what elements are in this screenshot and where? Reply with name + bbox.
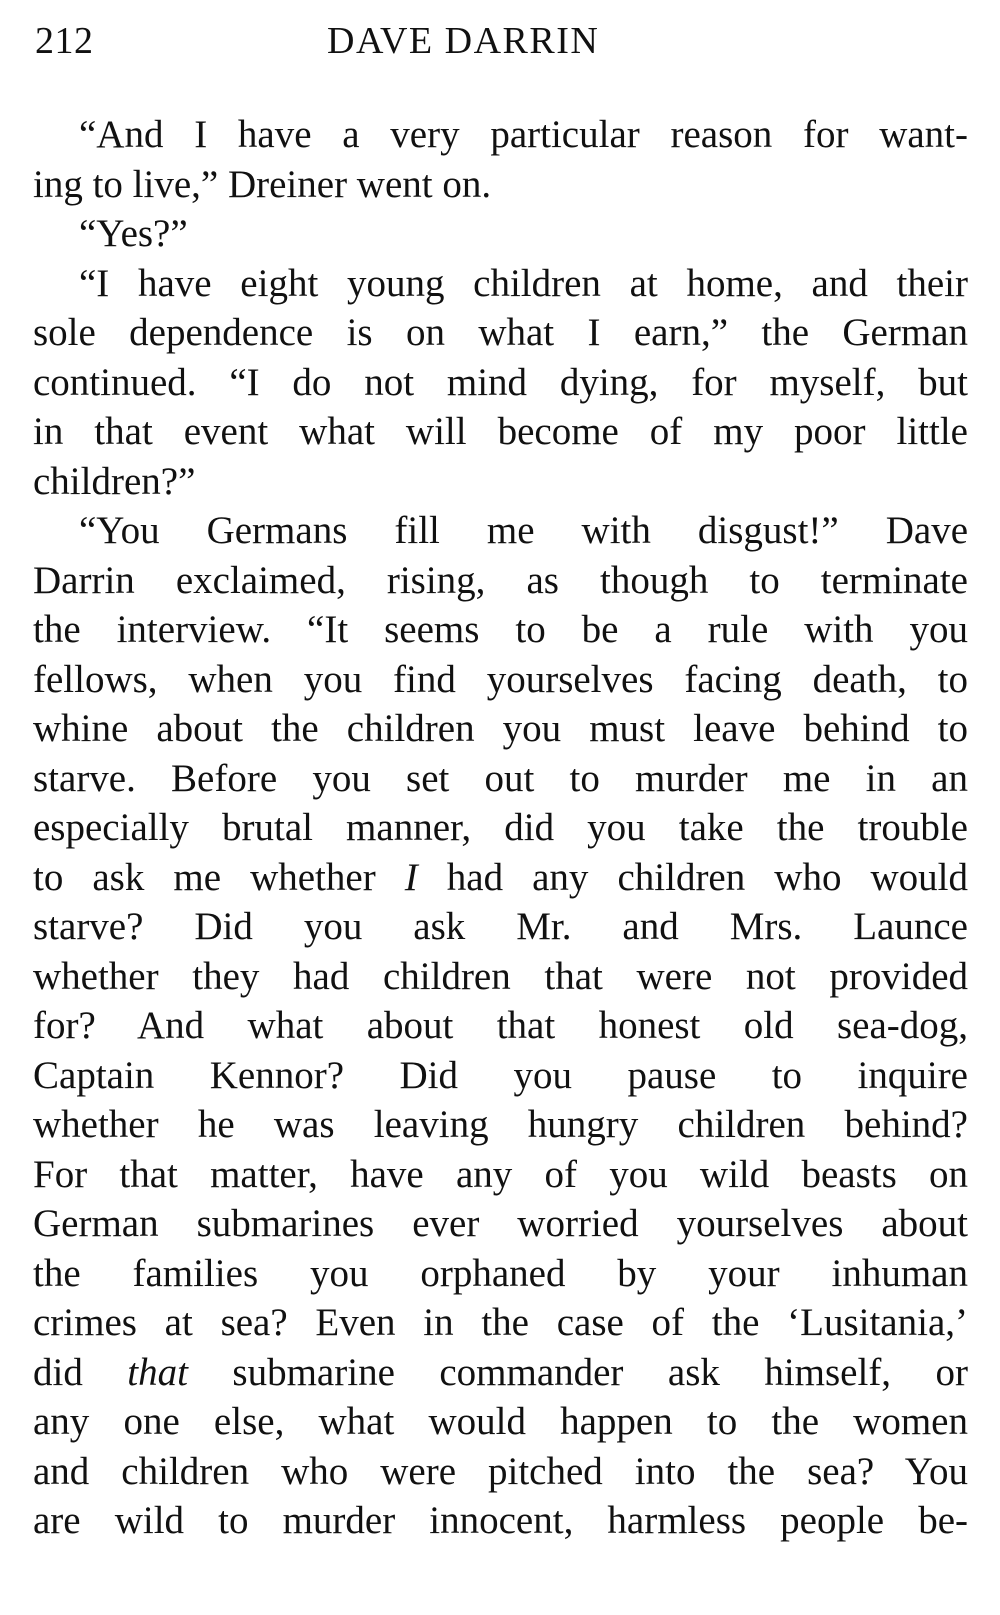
- text-line: whether he was leaving hungry children behind?: [33, 1103, 968, 1146]
- text-line: “Yes?”: [79, 212, 188, 255]
- text-line: for? And what about that honest old sea-dog,: [33, 1004, 968, 1047]
- text-line: German submarines ever worried yourselves about: [33, 1202, 968, 1245]
- text-line: in that event what will become of my poor little: [33, 410, 968, 453]
- italic-text: that: [127, 1350, 188, 1394]
- text-line: children?”: [33, 459, 196, 503]
- text-segment: to ask me whether: [33, 855, 405, 899]
- text-line: Captain Kennor? Did you pause to inquire: [33, 1053, 968, 1097]
- text-line: ing to live,” Dreiner went on.: [33, 162, 492, 206]
- text-line: crimes at sea? Even in the case of the ‘Lusitania,’: [33, 1301, 968, 1344]
- text-line: “And I have a very particular reason for want-: [79, 113, 968, 156]
- text-line: starve? Did you ask Mr. and Mrs. Launce: [33, 905, 968, 948]
- text-line: the families you orphaned by your inhuman: [33, 1251, 968, 1295]
- text-line: sole dependence is on what I earn,” the German: [33, 311, 968, 354]
- text-line: For that matter, have any of you wild beasts on: [33, 1152, 968, 1196]
- text-line: any one else, what would happen to the women: [33, 1400, 968, 1443]
- text-line: are wild to murder innocent, harmless people be-: [33, 1499, 968, 1542]
- text-line: Darrin exclaimed, rising, as though to terminate: [33, 558, 968, 602]
- text-line: [33, 853, 968, 903]
- text-line: starve. Before you set out to murder me in an: [33, 756, 968, 800]
- text-line: especially brutal manner, did you take the trouble: [33, 806, 968, 849]
- text-segment: submarine commander ask himself, or: [187, 1350, 968, 1394]
- text-line: whether they had children that were not provided: [33, 954, 968, 998]
- page-number: 212: [35, 20, 94, 62]
- running-title: DAVE DARRIN: [327, 20, 600, 62]
- body-text: [33, 110, 968, 1546]
- text-line: [33, 1348, 968, 1398]
- text-segment: had any children who would: [417, 855, 968, 899]
- text-line: the interview. “It seems to be a rule with you: [33, 608, 968, 651]
- text-line: continued. “I do not mind dying, for myself, but: [33, 360, 968, 404]
- text-segment: did: [33, 1350, 128, 1394]
- text-line: and children who were pitched into the sea? You: [33, 1449, 968, 1493]
- text-line: “I have eight young children at home, and their: [79, 261, 968, 305]
- running-head: [35, 16, 970, 66]
- text-line: whine about the children you must leave behind to: [33, 707, 968, 750]
- text-line: fellows, when you find yourselves facing death, to: [33, 657, 968, 701]
- italic-text: I: [404, 855, 418, 899]
- text-line: “You Germans fill me with disgust!” Dave: [79, 509, 968, 552]
